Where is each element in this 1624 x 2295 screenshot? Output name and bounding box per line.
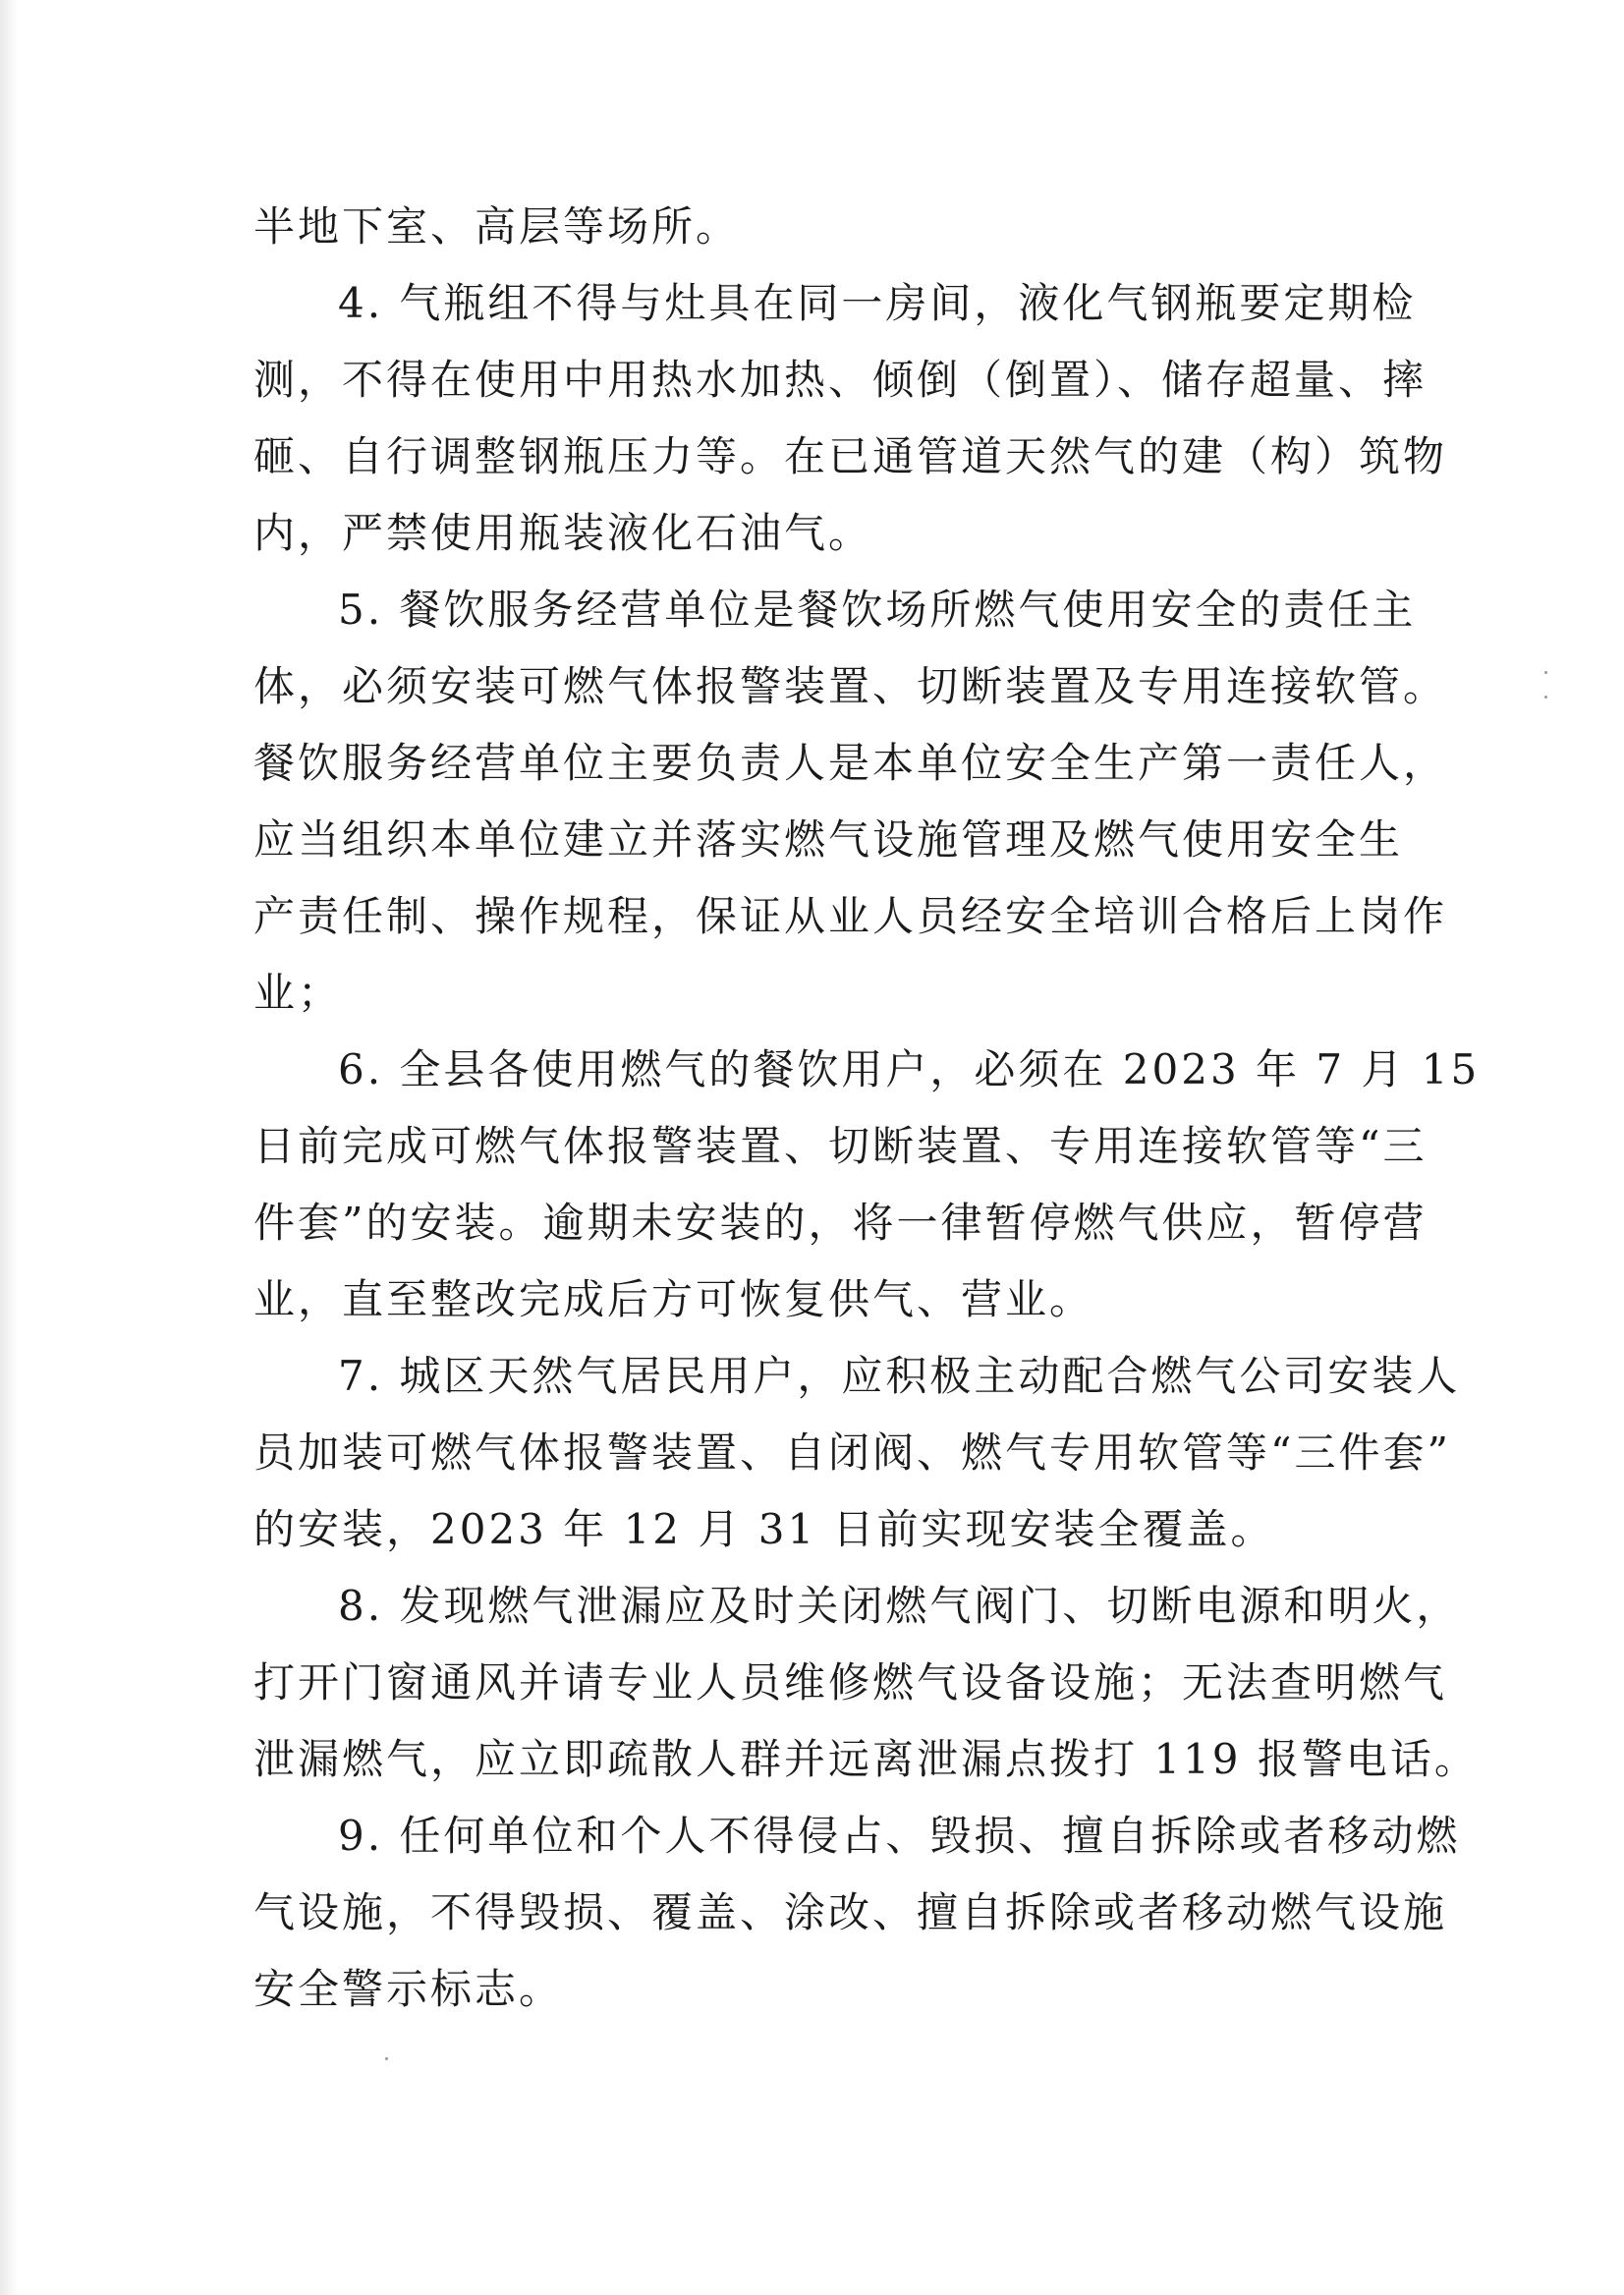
text-line: 内，严禁使用瓶装液化石油气。 xyxy=(253,509,873,557)
text-line: 打开门窗通风并请专业人员维修燃气设备设施；无法查明燃气 xyxy=(253,1658,1448,1707)
scan-speck xyxy=(385,2057,388,2060)
text-line: 泄漏燃气，应立即疏散人群并远离泄漏点拨打 119 报警电话。 xyxy=(253,1735,1479,1783)
text-line: 7. 城区天然气居民用户，应积极主动配合燃气公司安装人 xyxy=(338,1352,1461,1400)
text-line: 砸、自行调整钢瓶压力等。在已通管道天然气的建（构）筑物 xyxy=(253,432,1448,480)
text-line: 应当组织本单位建立并落实燃气设施管理及燃气使用安全生 xyxy=(253,815,1404,864)
text-line: 体，必须安装可燃气体报警装置、切断装置及专用连接软管。 xyxy=(253,662,1448,710)
text-line: 安全警示标志。 xyxy=(253,1965,564,2013)
text-line: 半地下室、高层等场所。 xyxy=(253,202,741,251)
text-line: 员加装可燃气体报警装置、自闭阀、燃气专用软管等“三件套” xyxy=(253,1428,1451,1477)
scan-edge-shadow xyxy=(0,0,18,2295)
text-line: 9. 任何单位和个人不得侵占、毁损、擅自拆除或者移动燃 xyxy=(338,1812,1461,1860)
text-line: 业； xyxy=(253,969,343,1017)
text-line: 6. 全县各使用燃气的餐饮用户，必须在 2023 年 7 月 15 xyxy=(338,1045,1481,1093)
text-line: 产责任制、操作规程，保证从业人员经安全培训合格后上岗作 xyxy=(253,892,1448,940)
text-line: 日前完成可燃气体报警装置、切断装置、专用连接软管等“三 xyxy=(253,1122,1428,1170)
scan-speck xyxy=(1544,671,1547,674)
text-line: 气设施，不得毁损、覆盖、涂改、擅自拆除或者移动燃气设施 xyxy=(253,1888,1448,1936)
text-line: 餐饮服务经营单位主要负责人是本单位安全生产第一责任人， xyxy=(253,739,1448,787)
text-line: 的安装，2023 年 12 月 31 日前实现安装全覆盖。 xyxy=(253,1505,1275,1553)
text-line: 4. 气瓶组不得与灶具在同一房间，液化气钢瓶要定期检 xyxy=(338,279,1417,327)
text-line: 业，直至整改完成后方可恢复供气、营业。 xyxy=(253,1275,1094,1323)
text-line: 件套”的安装。逾期未安装的，将一律暂停燃气供应，暂停营 xyxy=(253,1199,1428,1247)
text-line: 8. 发现燃气泄漏应及时关闭燃气阀门、切断电源和明火， xyxy=(338,1582,1461,1630)
text-line: 5. 餐饮服务经营单位是餐饮场所燃气使用安全的责任主 xyxy=(338,586,1417,634)
text-line: 测，不得在使用中用热水加热、倾倒（倒置）、储存超量、摔 xyxy=(253,356,1428,404)
scan-speck xyxy=(1544,696,1547,699)
document-body xyxy=(253,189,1481,2028)
